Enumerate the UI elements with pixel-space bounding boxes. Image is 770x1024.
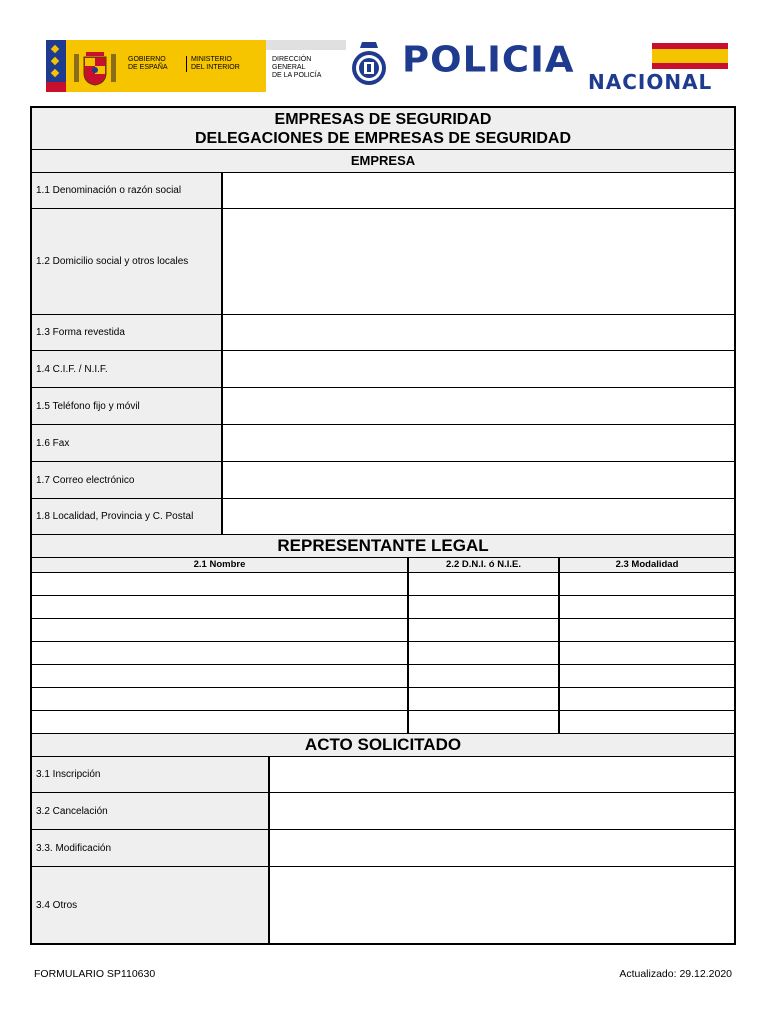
cell-modalidad[interactable] <box>560 573 734 595</box>
label-domicilio: 1.2 Domicilio social y otros locales <box>32 209 223 314</box>
cell-modalidad[interactable] <box>560 642 734 664</box>
table-row <box>32 711 734 734</box>
section-acto-title: ACTO SOLICITADO <box>32 734 734 757</box>
row-modificacion <box>32 830 734 867</box>
input-modificacion[interactable] <box>270 830 734 866</box>
input-otros[interactable] <box>270 867 734 943</box>
input-telefono[interactable] <box>223 388 734 424</box>
cell-modalidad[interactable] <box>560 688 734 710</box>
label-otros: 3.4 Otros <box>32 867 270 943</box>
gobierno-text: GOBIERNO DE ESPAÑA <box>128 56 168 71</box>
cell-nombre[interactable] <box>32 619 409 641</box>
coat-of-arms-icon <box>72 46 118 88</box>
label-fax: 1.6 Fax <box>32 425 223 461</box>
cell-nombre[interactable] <box>32 642 409 664</box>
label-correo: 1.7 Correo electrónico <box>32 462 223 498</box>
cell-dni[interactable] <box>409 665 560 687</box>
input-cif[interactable] <box>223 351 734 387</box>
empresa-section <box>32 173 734 534</box>
cell-modalidad[interactable] <box>560 711 734 733</box>
input-domicilio[interactable] <box>223 209 734 314</box>
representante-table-header <box>32 558 734 573</box>
input-denominacion[interactable] <box>223 173 734 208</box>
cell-nombre[interactable] <box>32 596 409 618</box>
cell-dni[interactable] <box>409 642 560 664</box>
updated-date: Actualizado: 29.12.2020 <box>619 968 732 980</box>
row-correo <box>32 462 734 499</box>
section-representante-title: REPRESENTANTE LEGAL <box>32 534 734 558</box>
policia-badge-icon <box>350 40 388 90</box>
row-forma-revestida <box>32 315 734 351</box>
representante-table-body <box>32 573 734 734</box>
label-localidad: 1.8 Localidad, Provincia y C. Postal <box>32 499 223 534</box>
direccion-box <box>266 40 346 92</box>
col-modalidad: 2.3 Modalidad <box>615 559 679 570</box>
table-row <box>32 619 734 642</box>
cell-nombre[interactable] <box>32 665 409 687</box>
col-nombre: 2.1 Nombre <box>32 558 409 572</box>
input-forma-revestida[interactable] <box>223 315 734 350</box>
cell-modalidad[interactable] <box>560 619 734 641</box>
row-fax <box>32 425 734 462</box>
spain-flag-icon <box>652 43 728 69</box>
row-denominacion <box>32 173 734 209</box>
label-telefono: 1.5 Teléfono fijo y móvil <box>32 388 223 424</box>
cell-dni[interactable] <box>409 596 560 618</box>
label-denominacion: 1.1 Denominación o razón social <box>32 173 223 208</box>
security-company-form <box>30 106 736 945</box>
row-cif <box>32 351 734 388</box>
policia-wordmark: POLICIA <box>402 39 575 80</box>
label-cancelacion: 3.2 Cancelación <box>32 793 270 829</box>
gobierno-logo <box>46 40 322 92</box>
row-otros <box>32 867 734 943</box>
table-row <box>32 596 734 619</box>
label-cif: 1.4 C.I.F. / N.I.F. <box>32 351 223 387</box>
direccion-text: DIRECCIÓN GENERAL DE LA POLICÍA <box>272 56 322 79</box>
acto-section <box>32 757 734 943</box>
table-row <box>32 665 734 688</box>
table-row <box>32 573 734 596</box>
label-inscripcion: 3.1 Inscripción <box>32 757 270 792</box>
cell-dni[interactable] <box>409 711 560 733</box>
cell-dni[interactable] <box>409 688 560 710</box>
cell-nombre[interactable] <box>32 688 409 710</box>
input-localidad[interactable] <box>223 499 734 534</box>
label-forma-revestida: 1.3 Forma revestida <box>32 315 223 350</box>
label-modificacion: 3.3. Modificación <box>32 830 270 866</box>
col-dni: 2.2 D.N.I. ó N.I.E. <box>409 558 560 572</box>
cell-dni[interactable] <box>409 573 560 595</box>
input-fax[interactable] <box>223 425 734 461</box>
eu-stars-strip <box>46 40 66 92</box>
row-telefono <box>32 388 734 425</box>
cell-nombre[interactable] <box>32 711 409 733</box>
row-localidad <box>32 499 734 534</box>
nacional-wordmark: NACIONAL <box>588 70 713 94</box>
row-domicilio <box>32 209 734 315</box>
cell-dni[interactable] <box>409 619 560 641</box>
table-row <box>32 642 734 665</box>
form-code: FORMULARIO SP110630 <box>34 968 156 980</box>
cell-modalidad[interactable] <box>560 596 734 618</box>
input-cancelacion[interactable] <box>270 793 734 829</box>
form-title: EMPRESAS DE SEGURIDAD DELEGACIONES DE EMPRESAS DE SEGURIDAD <box>32 108 734 150</box>
cell-nombre[interactable] <box>32 573 409 595</box>
row-inscripcion <box>32 757 734 793</box>
gobierno-yellow-box <box>66 40 266 92</box>
input-inscripcion[interactable] <box>270 757 734 792</box>
input-correo[interactable] <box>223 462 734 498</box>
row-cancelacion <box>32 793 734 830</box>
ministerio-text: MINISTERIO DEL INTERIOR <box>186 56 240 72</box>
table-row <box>32 688 734 711</box>
cell-modalidad[interactable] <box>560 665 734 687</box>
section-empresa-title: EMPRESA <box>32 150 734 173</box>
